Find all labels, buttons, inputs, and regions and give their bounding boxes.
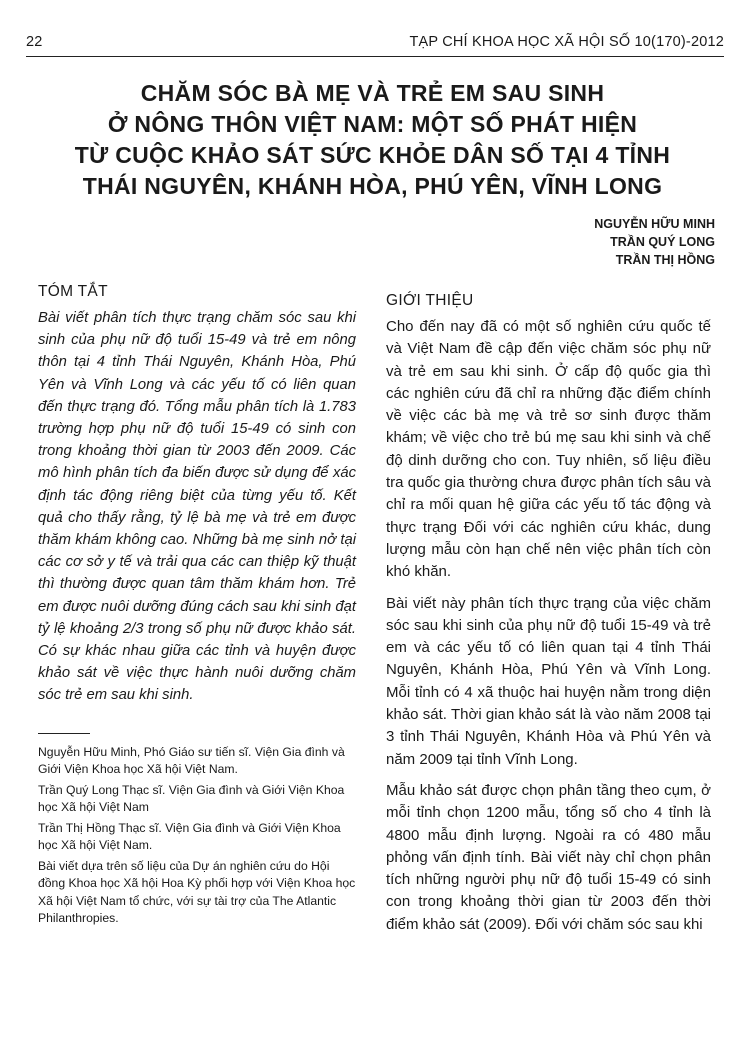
intro-heading: GIỚI THIỆU [386,292,474,309]
abstract-text: Bài viết phân tích thực trạng chăm sóc sau khi sinh của phụ nữ độ tuổi 15-49 và trẻ em nông thôn tại 4 tỉnh Thái Nguyên, Khánh Hòa, Phú Yên và Vĩnh Long và các yếu tố có liên quan đến thực trạng đó. Tổng mẫu phân tích là 1.783 trường hợp phụ nữ độ tuổi 15-49 có sinh con trong khoảng thời gian từ 2003 đến 2009. Các mô hình phân tích đa biến được sử dụng để xác định tác động riêng biệt của từng yếu tố. Kết quả cho thấy rằng, tỷ lệ bà mẹ và trẻ em được thăm khám không cao. Những bà mẹ sinh nở tại các cơ sở y tế và trải qua các can thiệp kỹ thuật thì thường được quan tâm thăm khám hơn. Trẻ em được nuôi dưỡng đúng cách sau khi sinh đạt tỷ lệ khoảng 2/3 trong số phụ nữ được khảo sát. Có sự khác nhau giữa các tỉnh và huyện được khảo sát về việc thực hành nuôi dưỡng chăm sóc trẻ em sau khi sinh. [38,310,356,704]
footnote: Trần Quý Long Thạc sĩ. Viện Gia đình và Giới Viện Khoa học Xã hội Việt Nam [38,782,345,815]
title-line: THÁI NGUYÊN, KHÁNH HÒA, PHÚ YÊN, VĨNH LONG [82,173,663,199]
footnote: Nguyễn Hữu Minh, Phó Giáo sư tiến sĩ. Viện Gia đình và Giới Viện Khoa học Xã hội Việt Nam. [38,744,345,777]
footnote: Trần Thị Hồng Thạc sĩ. Viện Gia đình và Giới Viện Khoa học Xã hội Việt Nam. [38,820,341,853]
abstract-heading: TÓM TẮT [38,283,108,300]
left-column [38,283,356,931]
intro-paragraph: Bài viết này phân tích thực trạng của việc chăm sóc sau khi sinh của phụ nữ độ tuổi 15-49 và trẻ em và các yếu tố có liên quan tại 4 tỉnh Thái Nguyên, Khánh Hòa, Phú Yên và Vĩnh Long. Mỗi tỉnh có 4 xã thuộc hai huyện nằm trong diện khảo sát. Thời gian khảo sát là vào năm 2008 tại 3 tỉnh Thái Nguyên, Khánh Hòa và Phú Yên và năm 2009 tại tỉnh Vĩnh Long. [386,594,711,768]
journal-title: TẠP CHÍ KHOA HỌC XÃ HỘI SỐ 10(170)-2012 [409,34,724,50]
author-name: TRẦN QUÝ LONG [610,235,715,249]
footnote: Bài viết dựa trên số liệu của Dự án nghiên cứu do Hội đồng Khoa học Xã hội Hoa Kỳ phối hợp với Viện Khoa học Xã hội Việt Nam tổ chức, với sự tài trợ của The Atlantic Philanthropies. [38,858,356,926]
right-column [386,292,711,945]
title-line: Ở NÔNG THÔN VIỆT NAM: MỘT SỐ PHÁT HIỆN [107,111,638,137]
title-line: TỪ CUỘC KHẢO SÁT SỨC KHỎE DÂN SỐ TẠI 4 TỈNH [74,142,671,168]
page-header [26,32,724,57]
title-line: CHĂM SÓC BÀ MẸ VÀ TRẺ EM SAU SINH [140,80,605,106]
author-list [594,215,715,269]
footnote-divider [38,733,90,734]
author-name: NGUYỄN HỮU MINH [594,217,715,231]
page-number: 22 [26,34,43,50]
intro-paragraph: Cho đến nay đã có một số nghiên cứu quốc tế và Việt Nam đề cập đến việc chăm sóc phụ nữ và trẻ em sau khi sinh. Ở cấp độ quốc gia thì các nghiên cứu đã chỉ ra những đặc điểm chính về việc các bà mẹ và trẻ sơ sinh được thăm khám; về việc cho trẻ bú mẹ sau khi sinh và chế độ dinh dưỡng cho con. Tuy nhiên, số liệu điều tra quốc gia thường chưa được phân tích sâu và chỉ ra mối quan hệ giữa các yếu tố tác động và thực trạng Đối với các nghiên cứu khác, dung lượng mẫu còn hạn chế nên việc phân tích còn khó khăn. [386,318,711,581]
article-title [40,78,705,202]
intro-paragraph: Mẫu khảo sát được chọn phân tầng theo cụm, ở mỗi tỉnh chọn 1200 mẫu, tổng số cho 4 tỉnh là 4800 mẫu định lượng. Ngoài ra có 480 mẫu phỏng vấn định tính. Bài viết này chỉ chọn phân tích những người phụ nữ độ tuổi 15-49 có sinh con trong khoảng thời gian từ 2003 đến thời điểm khảo sát (2009). Đối với chăm sóc sau khi [386,781,711,933]
author-name: TRẦN THỊ HỒNG [615,253,715,267]
